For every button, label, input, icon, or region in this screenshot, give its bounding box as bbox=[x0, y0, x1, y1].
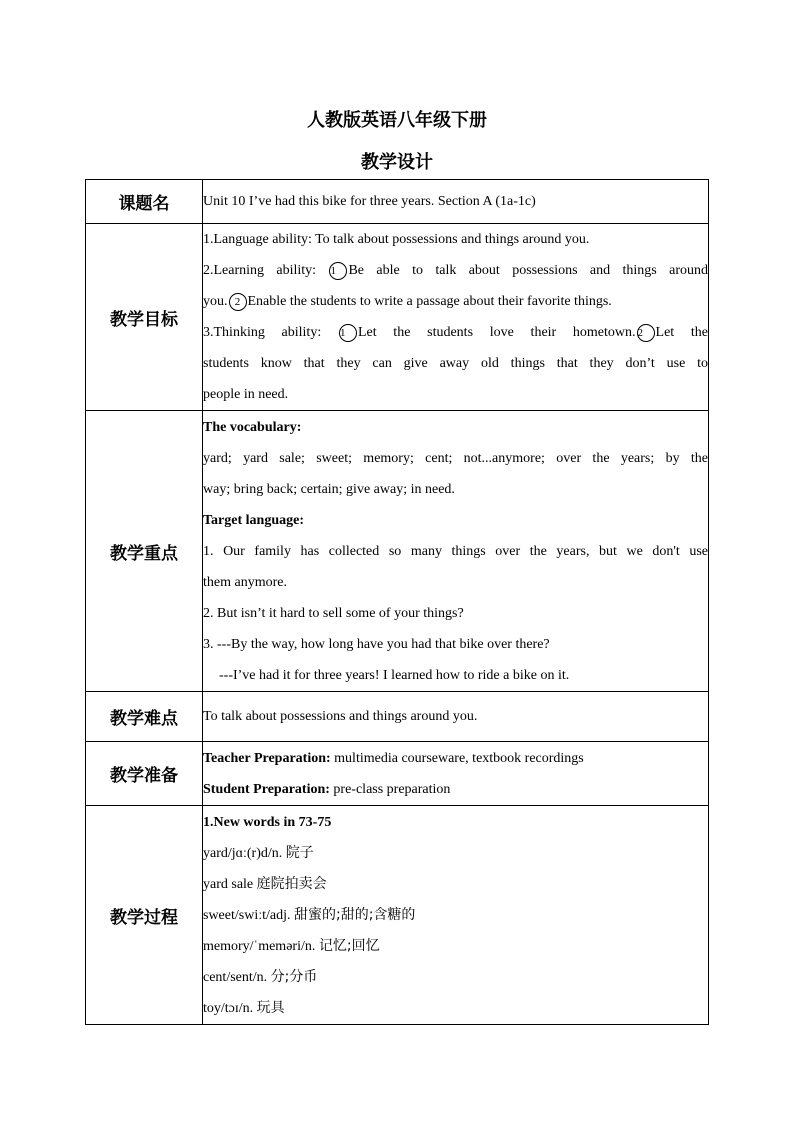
objective-learning-cont bbox=[203, 286, 708, 317]
word-en: yard sale bbox=[203, 876, 257, 892]
objective-learning-prefix: 2.Learning ability: bbox=[203, 263, 329, 278]
word-zh: 记忆;回忆 bbox=[318, 937, 380, 954]
word-list bbox=[203, 838, 708, 1024]
document-title: 人教版英语八年级下册 bbox=[307, 110, 487, 131]
student-preparation-value: pre-class preparation bbox=[329, 781, 451, 797]
word-item bbox=[203, 993, 708, 1024]
teacher-preparation-value: multimedia courseware, textbook recordings bbox=[330, 750, 584, 766]
objective-learning-text: Be able to talk about possessions and things around bbox=[348, 263, 708, 278]
preparation-cell bbox=[203, 742, 709, 806]
word-en: cent/sent/n. bbox=[203, 969, 271, 985]
teacher-preparation-label: Teacher Preparation: bbox=[203, 750, 331, 766]
vocabulary-heading: The vocabulary: bbox=[203, 419, 302, 435]
row-difficulties bbox=[86, 692, 709, 742]
row-key-points bbox=[86, 411, 709, 692]
objective-thinking-text-2: Let the bbox=[655, 325, 708, 340]
word-en: yard/jɑː(r)d/n. bbox=[203, 845, 286, 861]
teacher-preparation bbox=[203, 743, 708, 774]
process-cell bbox=[203, 806, 709, 1025]
difficulties-cell bbox=[203, 692, 709, 742]
word-item bbox=[203, 838, 708, 869]
lesson-plan-table bbox=[85, 179, 709, 1025]
new-words-heading: 1.New words in 73-75 bbox=[203, 814, 332, 830]
vocabulary-line-2: way; bring back; certain; give away; in need. bbox=[203, 481, 455, 497]
word-en: toy/tɔɪ/n. bbox=[203, 1000, 257, 1016]
objective-thinking-prefix: 3.Thinking ability: bbox=[203, 325, 338, 340]
vocabulary-line-1: yard; yard sale; sweet; memory; cent; not...anymore; over the years; by the bbox=[203, 450, 708, 466]
sentence-1: 1. Our family has collected so many things over the years, but we don't use bbox=[203, 543, 708, 559]
objectives-cell bbox=[203, 224, 709, 411]
objective-thinking bbox=[203, 317, 708, 348]
row-preparation bbox=[86, 742, 709, 806]
objective-learning bbox=[203, 255, 708, 286]
objective-thinking-text: Let the students love their hometown. bbox=[357, 325, 636, 340]
word-en: sweet/swiːt/adj. bbox=[203, 907, 294, 923]
row-process bbox=[86, 806, 709, 1025]
word-zh: 玩具 bbox=[256, 999, 285, 1016]
circled-number: 2 bbox=[637, 324, 655, 342]
student-preparation bbox=[203, 774, 708, 805]
circled-number: 2 bbox=[229, 293, 247, 311]
topic-label: 课题名 bbox=[86, 180, 203, 224]
word-en: memory/ˈmeməri/n. bbox=[203, 938, 319, 954]
sentence-2: 2. But isn’t it hard to sell some of your things? bbox=[203, 605, 464, 621]
preparation-label: 教学准备 bbox=[86, 742, 203, 806]
sentence-3-answer: ---I’ve had it for three years! I learned how to ride a bike on it. bbox=[219, 667, 570, 683]
objective-learning-text-3: Enable the students to write a passage about their favorite things. bbox=[247, 294, 612, 309]
circled-number: 1 bbox=[329, 262, 347, 280]
objective-learning-text-2: you. bbox=[203, 294, 228, 309]
word-item bbox=[203, 900, 708, 931]
difficulties-label: 教学难点 bbox=[86, 692, 203, 742]
word-zh: 甜蜜的;甜的;含糖的 bbox=[294, 906, 416, 923]
word-item bbox=[203, 931, 708, 962]
objectives-label: 教学目标 bbox=[86, 224, 203, 411]
word-zh: 庭院拍卖会 bbox=[256, 875, 327, 892]
sentence-1-cont: them anymore. bbox=[203, 574, 287, 590]
objective-thinking-cont: students know that they can give away old things that they don’t use to bbox=[203, 356, 708, 371]
key-points-cell bbox=[203, 411, 709, 692]
word-item bbox=[203, 869, 708, 900]
objective-thinking-end: people in need. bbox=[203, 387, 289, 402]
row-topic bbox=[86, 180, 709, 224]
student-preparation-label: Student Preparation: bbox=[203, 781, 330, 797]
target-language-heading: Target language: bbox=[203, 512, 304, 528]
sentence-3: 3. ---By the way, how long have you had that bike over there? bbox=[203, 636, 550, 652]
row-objectives bbox=[86, 224, 709, 411]
topic-value: Unit 10 I’ve had this bike for three years. Section A (1a-1c) bbox=[203, 194, 536, 209]
difficulties-value: To talk about possessions and things around you. bbox=[203, 709, 478, 724]
topic-cell bbox=[203, 180, 709, 224]
document-subtitle: 教学设计 bbox=[361, 152, 433, 173]
key-points-label: 教学重点 bbox=[86, 411, 203, 692]
word-zh: 分;分币 bbox=[270, 968, 318, 985]
circled-number: 1 bbox=[339, 324, 357, 342]
objective-language: 1.Language ability: To talk about possessions and things around you. bbox=[203, 232, 590, 247]
process-label: 教学过程 bbox=[86, 806, 203, 1025]
word-item bbox=[203, 962, 708, 993]
word-zh: 院子 bbox=[285, 844, 314, 861]
